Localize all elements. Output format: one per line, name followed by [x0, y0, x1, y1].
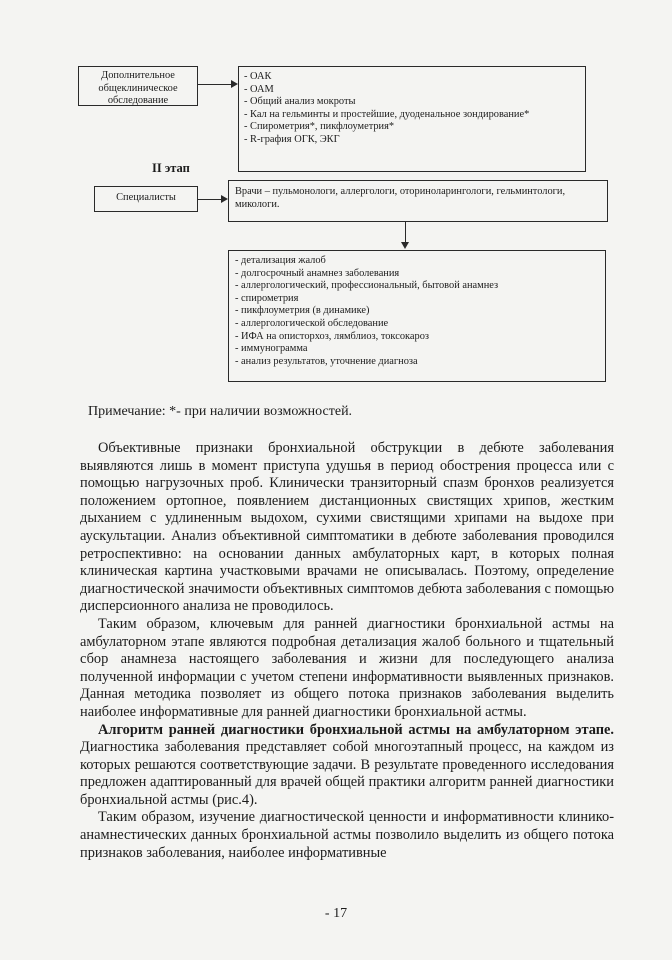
- exam-list-item: - ОАМ: [244, 83, 274, 95]
- additional-exam-label: Дополнительное общеклиническое обследование: [98, 70, 178, 107]
- down-arrow-head: [401, 242, 409, 249]
- arrow-2: [198, 199, 222, 200]
- paragraph-2: Таким образом, ключевым для ранней диагностики бронхиальной астмы на амбулаторном этапе являются подробная детализация жалоб больного и тщательный сбор анамнеза настоящего заболевания и жизни для последующего анализа полученной информации с учетом степени информативности выявленных признаков. Данная методика позволяет из общего потока признаков заболевания выделить наиболее информативные для ранней диагностики бронхиальной астмы.: [80, 615, 614, 720]
- specialists-detail-text: Врачи – пульмонологи, аллергологи, оториноларингологи, гельминтологи, микологи.: [235, 186, 566, 210]
- diagnostics-item: - анализ результатов, уточнение диагноза: [235, 355, 418, 367]
- exam-list-item: - Общий анализ мокроты: [244, 96, 356, 108]
- exam-list-box: [238, 66, 586, 172]
- additional-exam-box: [78, 66, 198, 106]
- paragraph-3: [80, 722, 614, 810]
- diagnostics-item: - спирометрия: [235, 292, 299, 304]
- footnote: Примечание: *- при наличии возможностей.: [88, 404, 353, 419]
- exam-list: [244, 71, 580, 147]
- paragraph-3-heading: Алгоритм ранней диагностики бронхиальной астмы на амбулаторном этапе.: [98, 721, 614, 738]
- diagnostics-item: - ИФА на описторхоз, лямблиоз, токсокароз: [235, 330, 430, 342]
- exam-list-item: - Кал на гельминты и простейшие, дуоденальное зондирование*: [244, 108, 530, 120]
- exam-list-item: - ОАК: [244, 71, 272, 82]
- diagnostics-item: - детализация жалоб: [235, 255, 326, 266]
- down-arrow-line: [405, 222, 406, 244]
- diagnostics-item: - долгосрочный анамнез заболевания: [235, 267, 400, 279]
- paragraph-1: Объективные признаки бронхиальной обструкции в дебюте заболевания выявляются лишь в момент приступа удушья в период обострения процесса или с помощью нагрузочных проб. Клинически транзиторный спазм бронхов реализуется положением ортопное, появлением дистанционных свистящих хрипов, жестким дыханием с удлиненным выдохом, сухими свистящими хрипами на выдохе при аускультации. Анализ объективной симптоматики в дебюте заболевания проводился ретроспективно: на основании данных амбулаторных карт, в которых полная клиническая картина участковыми врачами не описывалась. Поэтому, определение диагностической значимости объективных симптомов дебюта заболевания с помощью дисперсионного анализа не проводилось.: [80, 440, 614, 615]
- arrow-1: [198, 84, 232, 85]
- diagnostics-item: - иммунограмма: [235, 343, 308, 355]
- paragraph-3-text: Диагностика заболевания представляет собой многоэтапный процесс, на каждом из которых решаются соответствующие задачи. В результате проведенного исследования предложен адаптированный для врачей общей практики алгоритм ранней диагностики бронхиальной астмы (рис.4).: [80, 739, 614, 808]
- arrow-1-head: [231, 80, 238, 88]
- exam-list-item: - Спирометрия*, пикфлоуметрия*: [244, 121, 395, 133]
- page-number: - 17: [324, 906, 348, 921]
- body-text: [80, 440, 614, 862]
- exam-list-item: - R-графия ОГК, ЭКГ: [244, 133, 340, 145]
- specialists-box: [94, 186, 198, 212]
- diagnostics-list: [235, 255, 599, 368]
- paragraph-4: Таким образом, изучение диагностической ценности и информативности клинико-анамнестических данных бронхиальной астмы позволило выделить из общего потока признаков заболевания, наиболее информативные: [80, 809, 614, 861]
- stage-label: II этап: [152, 161, 190, 175]
- diagnostics-item: - аллергологический, профессиональный, бытовой анамнез: [235, 280, 499, 292]
- diagnostics-item: - аллергологической обследование: [235, 317, 389, 329]
- arrow-2-head: [221, 195, 228, 203]
- diagnostics-item: - пикфлоуметрия (в динамике): [235, 305, 370, 317]
- diagnostics-box: [228, 250, 606, 382]
- specialists-detail-box: [228, 180, 608, 222]
- specialists-label: Специалисты: [116, 192, 176, 203]
